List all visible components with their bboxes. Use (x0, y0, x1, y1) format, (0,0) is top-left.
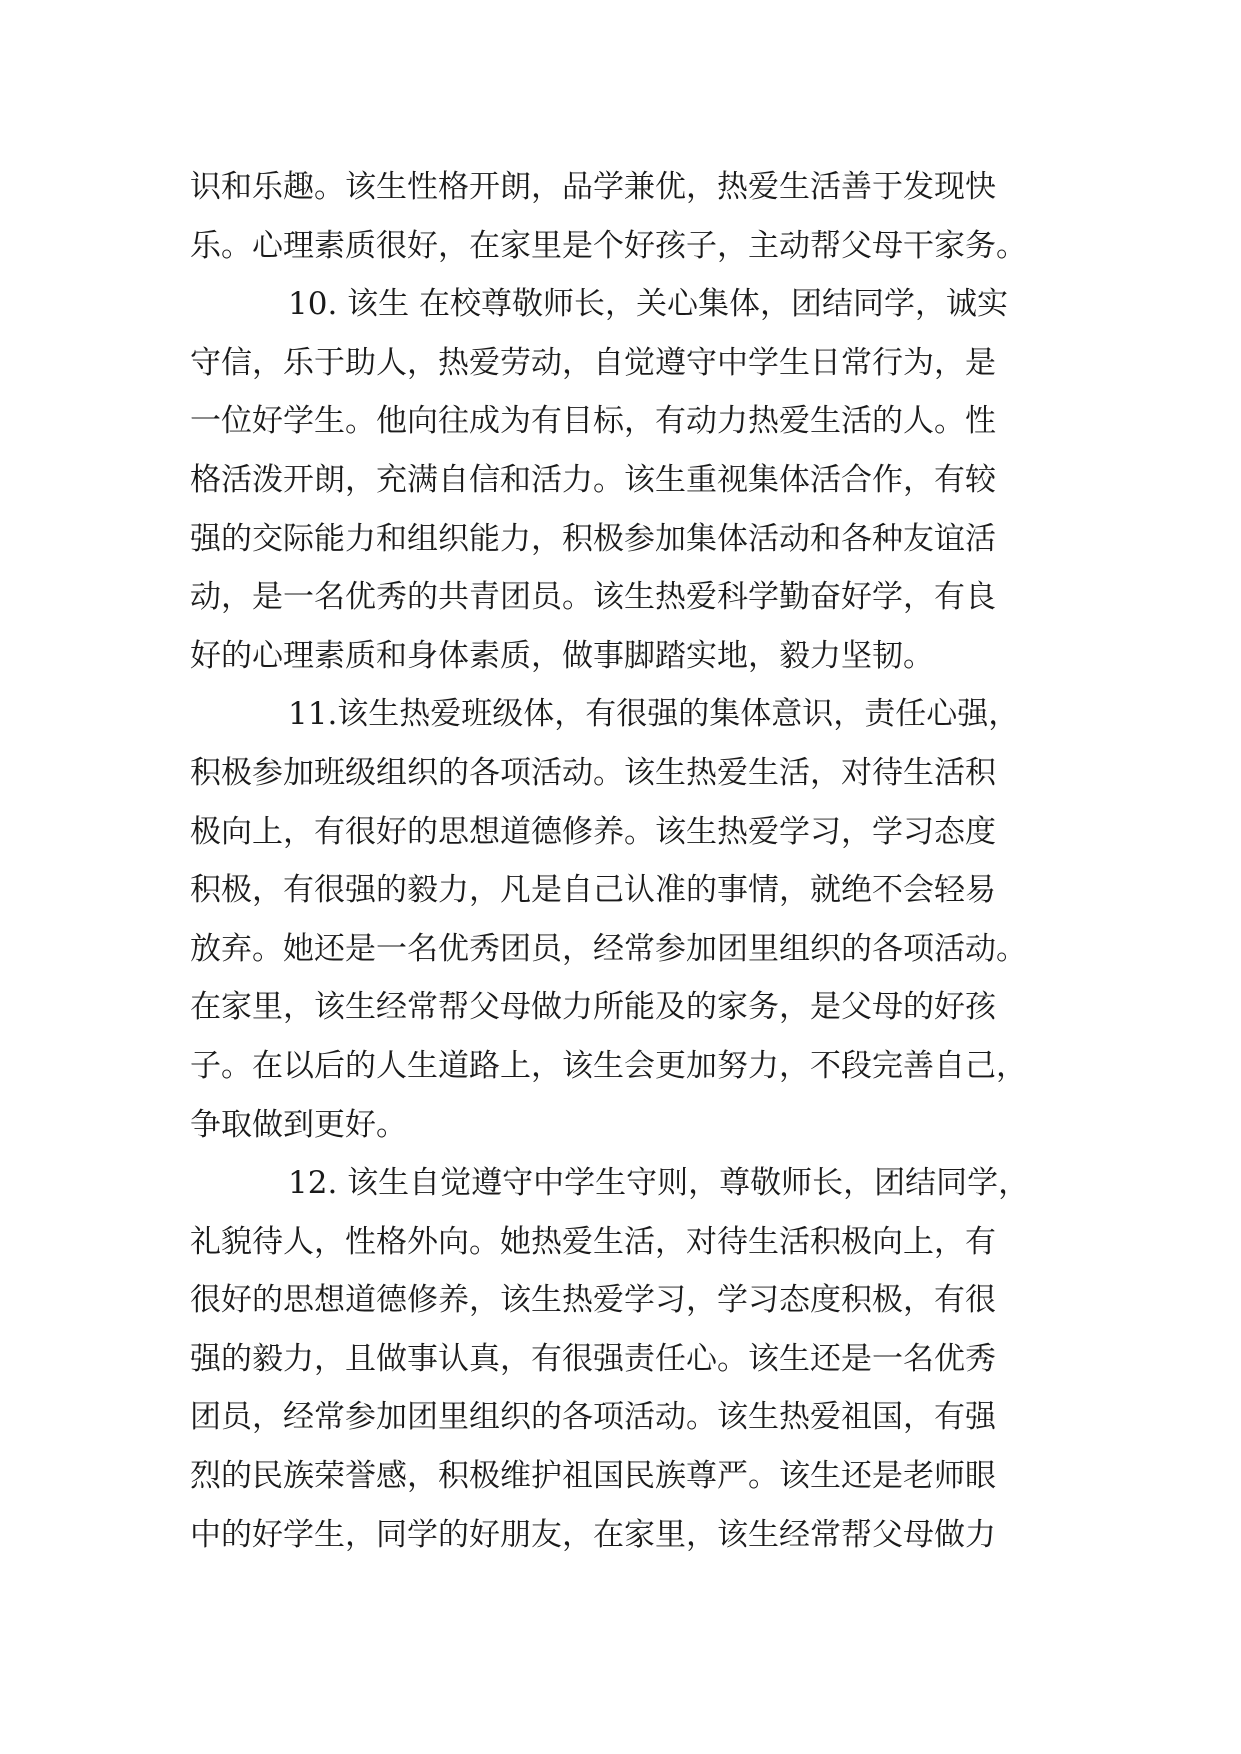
text-line: 动，是一名优秀的共青团员。该生热爱科学勤奋好学，有良 (190, 579, 996, 616)
text-line: 强的毅力，且做事认真，有很强责任心。该生还是一名优秀 (190, 1340, 996, 1377)
text-line: 礼貌待人，性格外向。她热爱生活，对待生活积极向上，有 (190, 1223, 996, 1260)
document-body (190, 158, 1060, 1564)
text-line: 团员，经常参加团里组织的各项活动。该生热爱祖国，有强 (190, 1399, 996, 1436)
text-line: 识和乐趣。该生性格开朗，品学兼优，热爱生活善于发现快 (190, 169, 996, 205)
text-line: 子。在以后的人生道路上，该生会更加努力，不段完善自己， (190, 1047, 1027, 1084)
text-line: 中的好学生，同学的好朋友，在家里，该生经常帮父母做力 (190, 1516, 996, 1553)
text-line: 乐。心理素质很好，在家里是个好孩子，主动帮父母干家务。 (190, 227, 1027, 264)
text-line: 烈的民族荣誉感，积极维护祖国民族尊严。该生还是老师眼 (190, 1458, 996, 1495)
text-line: 一位好学生。他向往成为有目标，有动力热爱生活的人。性 (190, 403, 996, 440)
text-line: 12. 该生自觉遵守中学生守则，尊敬师长，团结同学， (288, 1165, 1030, 1202)
text-line: 守信，乐于助人，热爱劳动，自觉遵守中学生日常行为，是 (190, 344, 996, 381)
text-line: 格活泼开朗，充满自信和活力。该生重视集体活合作，有较 (190, 461, 996, 498)
text-line: 极向上，有很好的思想道德修养。该生热爱学习，学习态度 (190, 813, 996, 850)
text-line: 争取做到更好。 (190, 1106, 407, 1143)
text-line: 放弃。她还是一名优秀团员，经常参加团里组织的各项活动。 (190, 930, 1027, 967)
text-line: 积极，有很强的毅力，凡是自己认准的事情，就绝不会轻易 (190, 872, 996, 909)
text-line: 强的交际能力和组织能力，积极参加集体活动和各种友谊活 (190, 520, 996, 557)
text-line: 11.该生热爱班级体，有很强的集体意识，责任心强， (288, 696, 1020, 733)
text-line: 在家里，该生经常帮父母做力所能及的家务，是父母的好孩 (190, 989, 996, 1026)
text-line: 好的心理素质和身体素质，做事脚踏实地，毅力坚韧。 (190, 637, 934, 674)
text-line: 积极参加班级组织的各项活动。该生热爱生活，对待生活积 (190, 754, 996, 791)
text-line: 10. 该生 在校尊敬师长，关心集体，团结同学，诚实 (288, 286, 1009, 323)
text-line: 很好的思想道德修养，该生热爱学习，学习态度积极，有很 (190, 1282, 996, 1319)
